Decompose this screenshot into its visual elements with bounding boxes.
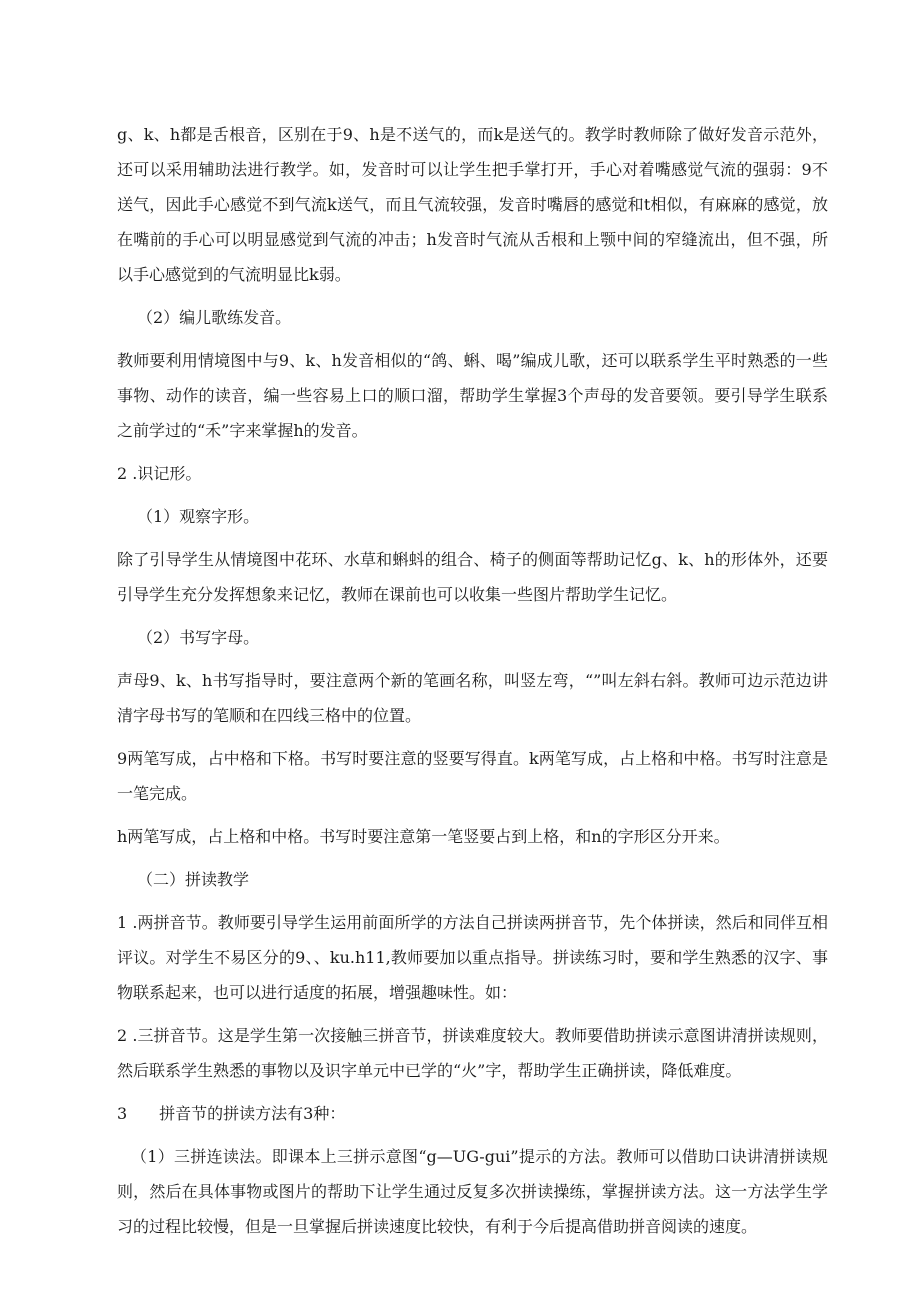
paragraph-two-part-syllables: 1 .两拼音节。教师要引导学生运用前面所学的方法自己拼读两拼音节，先个体拼读，然后和同伴互相评议。对学生不易区分的9、、ku.h11,教师要加以重点指导。拼读练习时，要和学生熟悉的汉字、事物联系起来，也可以进行适度的拓展，增强趣味性。如： — [117, 913, 828, 1002]
heading-recognize-shape: 2 .识记形。 — [117, 464, 202, 483]
paragraph-write-h: h两笔写成，占上格和中格。书写时要注意第一笔竖要占到上格，和n的字形区分开来。 — [117, 827, 730, 846]
paragraph-initials-pronunciation: g、k、h都是舌根音，区别在于9、h是不送气的，而k是送气的。教学时教师除了做好发音示范外，还可以采用辅助法进行教学。如，发音时可以让学生把手掌打开，手心对着嘴感觉气流的强弱：9不送气，因此手心感觉不到气流k送气，而且气流较强，发音时嘴唇的感觉和t相似，有麻麻的感觉，放在嘴前的手心可以明显感觉到气流的冲击；h发音时气流从舌根和上颚中间的窄缝流出，但不强，所以手心感觉到的气流明显比k弱。 — [117, 125, 828, 284]
paragraph-write-guidance: 声母9、k、h书写指导时，要注意两个新的笔画名称，叫竖左弯，“”叫左斜右斜。教师可边示范边讲清字母书写的笔顺和在四线三格中的位置。 — [117, 671, 828, 725]
paragraph-write-g-k: 9两笔写成，占中格和下格。书写时要注意的竖要写得直。k两笔写成，占上格和中格。书写时注意是一笔完成。 — [117, 749, 828, 803]
paragraph-nursery-rhyme: 教师要利用情境图中与9、k、h发音相似的“鸽、蝌、喝”编成儿歌，还可以联系学生平时熟悉的一些事物、动作的读音，编一些容易上口的顺口溜，帮助学生掌握3个声母的发音要领。要引导学生联系之前学过的“禾”字来掌握h的发音。 — [117, 351, 828, 440]
paragraph-continuous-reading: （1）三拼连读法。即课本上三拼示意图“g—UG-gui”提示的方法。教师可以借助口诀讲清拼读规则，然后在具体事物或图片的帮助下让学生通过反复多次拼读操练，掌握拼读方法。这一方法学生学习的过程比较慢，但是一旦掌握后拼读速度比较快，有利于今后提高借助拼音阅读的速度。 — [117, 1147, 828, 1236]
document-body — [117, 117, 828, 1252]
heading-observe-shape: （1）观察字形。 — [137, 507, 260, 526]
paragraph-observe-shape: 除了引导学生从情境图中花环、水草和蝌蚪的组合、椅子的侧面等帮助记忆g、k、h的形体外，还要引导学生充分发挥想象来记忆，教师在课前也可以收集一些图片帮助学生记忆。 — [117, 550, 828, 604]
heading-nursery-rhyme: （2）编儿歌练发音。 — [137, 308, 292, 327]
heading-spelling-teaching: （二）拼读教学 — [137, 870, 250, 889]
paragraph-three-methods: 3 拼音节的拼读方法有3种： — [117, 1104, 346, 1123]
heading-write-letters: （2）书写字母。 — [137, 628, 260, 647]
paragraph-three-part-syllables: 2 .三拼音节。这是学生第一次接触三拼音节，拼读难度较大。教师要借助拼读示意图讲清拼读规则，然后联系学生熟悉的事物以及识字单元中已学的“火”字，帮助学生正确拼读，降低难度。 — [117, 1026, 828, 1080]
